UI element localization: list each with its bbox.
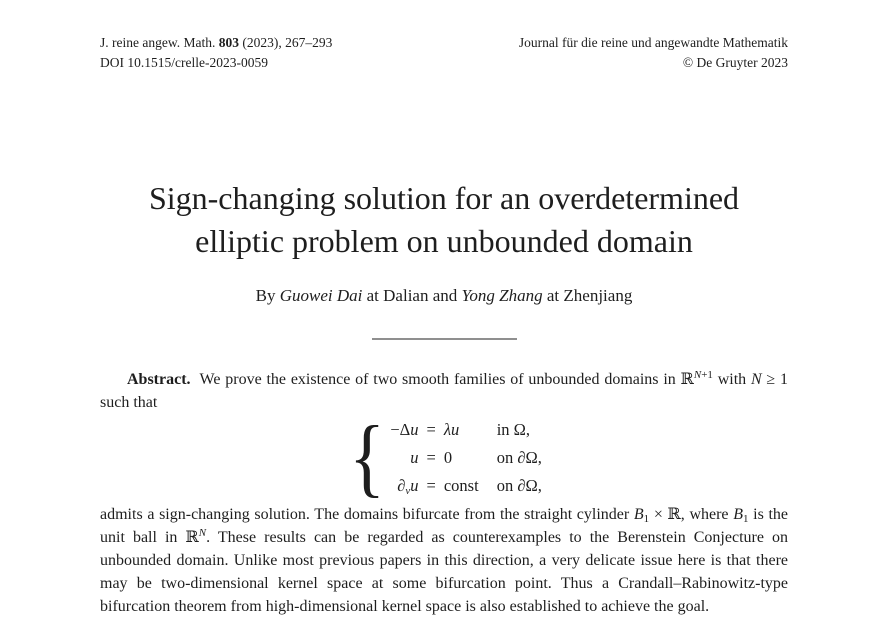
eq1-lhs [390, 416, 418, 444]
eq3-rhs: const [443, 476, 479, 496]
citation-block [100, 33, 332, 73]
paper-title-line2: elliptic problem on unbounded domain [195, 223, 693, 259]
eq1-variable: u [410, 420, 419, 440]
volume-number: 803 [218, 35, 239, 50]
body-text-3: is the unit ball in ℝ [100, 506, 789, 547]
abstract-paragraph-2 [100, 503, 788, 618]
paper-title-line1: Sign-changing solution for an overdetermined [148, 180, 740, 216]
byline-mid: at Dalian and [362, 286, 462, 306]
eq1-rhs: λu [443, 420, 460, 440]
eq2-equals: = [426, 448, 436, 468]
citation-suffix: (2023), 267–293 [238, 35, 333, 50]
page-header [100, 33, 788, 73]
abstract-section [100, 368, 788, 618]
eq3-equals: = [426, 476, 436, 496]
eq3-condition: on ∂Ω, [496, 476, 542, 496]
byline-prefix: By [255, 286, 280, 306]
left-brace: { [349, 409, 386, 507]
blackboard-r: ℝ [680, 371, 694, 389]
eq1-condition: in Ω, [496, 420, 531, 440]
separator-rule [372, 338, 517, 340]
n-variable: N [750, 371, 762, 389]
superscript-n-plus-1 [694, 369, 713, 381]
author-1: Guowei Dai [279, 286, 363, 306]
abstract-intro: We prove the existence of two smooth families of unbounded domains in [199, 371, 676, 389]
author-2: Yong Zhang [461, 286, 543, 306]
body-text-2: × ℝ, where [649, 506, 734, 524]
b1-variable-a: B [633, 506, 644, 524]
eq3-lhs [390, 472, 418, 500]
journal-name: Journal für die reine und angewandte Mathematik [518, 35, 788, 50]
citation-prefix: J. reine angew. Math. [100, 35, 219, 50]
sup-n: N [693, 369, 702, 382]
eq1-equals: = [426, 420, 436, 440]
b1-variable-b: B [733, 506, 743, 524]
equation-system [100, 409, 788, 507]
equation-grid [390, 416, 542, 500]
b1-subscript-a: 1 [643, 513, 650, 526]
byline [100, 284, 788, 307]
eq2-rhs: 0 [443, 448, 453, 468]
eq3-variable: u [410, 476, 419, 496]
byline-suffix: at Zhenjiang [542, 286, 633, 306]
b1-subscript-b: 1 [742, 513, 749, 526]
abstract-paragraph-1 [100, 368, 788, 414]
doi-line: DOI 10.1515/crelle-2023-0059 [100, 55, 268, 70]
math-rn1 [681, 371, 713, 388]
body-text-1: admits a sign-changing solution. The domains bifurcate from the straight cylinder [100, 506, 634, 524]
paper-title [100, 177, 788, 263]
eq3-nu-subscript: ν [405, 485, 411, 498]
abstract-label: Abstract. [127, 371, 191, 389]
copyright-line: © De Gruyter 2023 [682, 55, 788, 70]
citation-line [100, 33, 332, 53]
journal-block [519, 33, 788, 73]
body-text-4: . These results can be regarded as counterexamples to the Berenstein Conjecture on unbounded domain. Unlike most previous papers in this direction, a very delicate issue here is that there may be two-dimensional kernel space at some bifurcation point. Thus a Crandall–Rabinowitz-type bifurcation theorem from high-dimensional kernel space is also established to achieve the goal. [100, 529, 789, 616]
superscript-n: N [198, 527, 207, 540]
eq1-operator: −Δ [390, 420, 411, 440]
with-text: with [712, 371, 751, 389]
sup-plus-1: +1 [701, 369, 713, 382]
eq3-partial: ∂ [397, 476, 406, 496]
geq-text: ≥ 1 such that [100, 371, 789, 412]
eq2-condition: on ∂Ω, [496, 448, 542, 468]
eq2-lhs: u [410, 448, 419, 468]
